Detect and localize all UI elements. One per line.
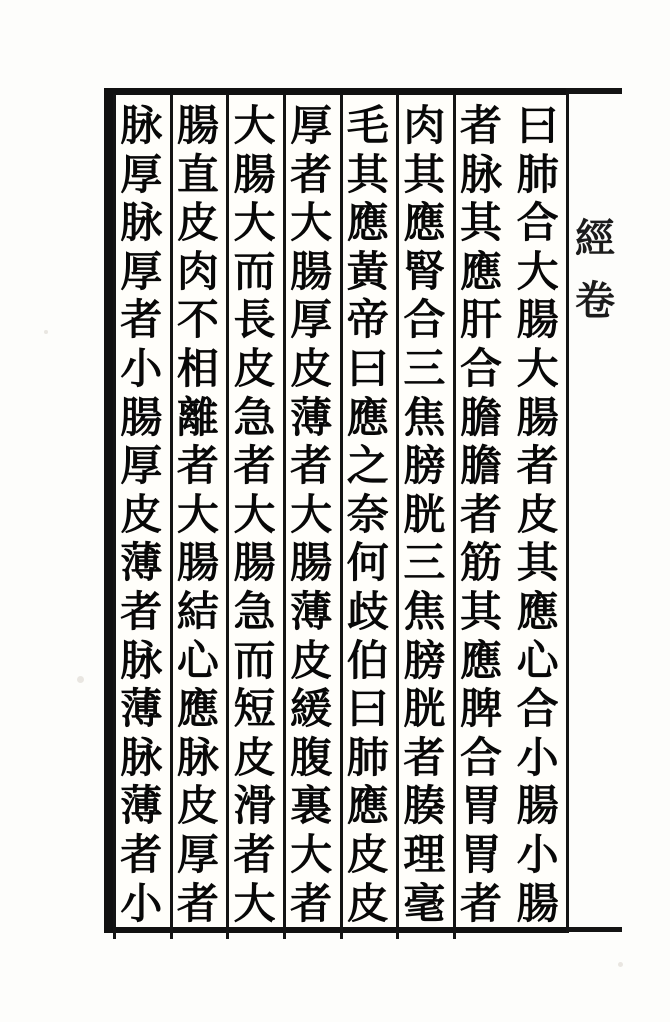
glyph: 應 <box>516 586 559 636</box>
glyph: 毛 <box>346 101 389 150</box>
glyph: 厚 <box>290 101 333 150</box>
text-column-4 <box>340 95 397 927</box>
text-columns <box>113 95 566 927</box>
edge-top-rule <box>566 88 622 94</box>
glyph: 伯 <box>346 635 389 685</box>
glyph: 厚 <box>120 246 163 296</box>
glyph: 緩 <box>290 684 333 733</box>
glyph: 應 <box>346 392 389 442</box>
paper-speckle <box>44 330 48 334</box>
glyph: 脉 <box>176 732 219 782</box>
glyph: 而 <box>233 635 276 685</box>
glyph: 腸 <box>516 295 559 344</box>
glyph: 肝 <box>460 295 503 344</box>
glyph: 薄 <box>120 684 163 733</box>
glyph: 肺 <box>346 732 389 782</box>
glyph: 皮 <box>176 198 219 247</box>
glyph: 厚 <box>120 149 163 199</box>
glyph: 薄 <box>290 392 333 442</box>
glyph: 脉 <box>120 635 163 685</box>
glyph: 腸 <box>176 538 219 587</box>
glyph: 筋 <box>460 538 503 587</box>
glyph: 脉 <box>120 101 163 150</box>
glyph: 合 <box>460 732 503 782</box>
glyph: 其 <box>516 538 559 587</box>
glyph: 者 <box>176 878 219 928</box>
glyph: 者 <box>120 295 163 344</box>
glyph: 腸 <box>120 392 163 442</box>
glyph: 肉 <box>403 101 446 150</box>
edge-char: 卷 <box>575 277 615 324</box>
text-block-frame <box>104 88 566 933</box>
text-column-6 <box>226 95 283 927</box>
glyph: 薄 <box>290 586 333 636</box>
glyph: 大 <box>516 246 559 296</box>
glyph: 奈 <box>346 489 389 539</box>
glyph: 小 <box>516 732 559 782</box>
glyph: 胱 <box>403 489 446 539</box>
glyph: 膽 <box>460 441 503 490</box>
glyph: 者 <box>233 829 276 879</box>
glyph: 應 <box>346 198 389 247</box>
glyph: 離 <box>176 392 219 442</box>
glyph: 焦 <box>403 586 446 636</box>
glyph: 結 <box>176 586 219 636</box>
glyph: 厚 <box>290 295 333 344</box>
glyph: 肺 <box>516 149 559 199</box>
glyph: 何 <box>346 538 389 587</box>
glyph: 腸 <box>176 101 219 150</box>
glyph: 合 <box>460 343 503 393</box>
glyph: 而 <box>233 246 276 296</box>
glyph: 腸 <box>516 392 559 442</box>
glyph: 腸 <box>516 878 559 928</box>
glyph: 大 <box>233 101 276 150</box>
glyph: 薄 <box>120 538 163 587</box>
text-column-1 <box>509 95 566 927</box>
glyph: 大 <box>290 489 333 539</box>
glyph: 者 <box>403 732 446 782</box>
glyph: 急 <box>233 586 276 636</box>
glyph: 三 <box>403 538 446 587</box>
glyph: 者 <box>460 878 503 928</box>
glyph: 腸 <box>516 781 559 830</box>
glyph: 應 <box>460 246 503 296</box>
glyph: 歧 <box>346 586 389 636</box>
glyph: 者 <box>290 441 333 490</box>
glyph: 皮 <box>346 829 389 879</box>
paper-speckle <box>77 676 84 683</box>
glyph: 厚 <box>176 829 219 879</box>
glyph: 脉 <box>120 732 163 782</box>
text-column-5 <box>283 95 340 927</box>
glyph: 大 <box>290 829 333 879</box>
glyph: 脉 <box>120 198 163 247</box>
glyph: 腸 <box>290 246 333 296</box>
glyph: 毫 <box>403 878 446 928</box>
glyph: 長 <box>233 295 276 344</box>
glyph: 心 <box>176 635 219 685</box>
glyph: 腠 <box>403 781 446 830</box>
glyph: 腹 <box>290 732 333 782</box>
glyph: 大 <box>233 198 276 247</box>
glyph: 腎 <box>403 246 446 296</box>
glyph: 其 <box>346 149 389 199</box>
glyph: 者 <box>516 441 559 490</box>
glyph: 薄 <box>120 781 163 830</box>
glyph: 腸 <box>233 538 276 587</box>
edge-char: 經 <box>575 215 615 262</box>
glyph: 焦 <box>403 392 446 442</box>
glyph: 皮 <box>176 781 219 830</box>
glyph: 其 <box>460 586 503 636</box>
glyph: 滑 <box>233 781 276 830</box>
glyph: 之 <box>346 441 389 490</box>
glyph: 皮 <box>233 732 276 782</box>
glyph: 脾 <box>460 684 503 733</box>
paper-speckle <box>618 962 623 967</box>
glyph: 合 <box>516 198 559 247</box>
glyph: 黃 <box>346 246 389 296</box>
glyph: 皮 <box>290 343 333 393</box>
glyph: 小 <box>120 878 163 928</box>
text-column-3 <box>396 95 453 927</box>
glyph: 三 <box>403 343 446 393</box>
glyph: 心 <box>516 635 559 685</box>
glyph: 者 <box>233 441 276 490</box>
page-edge-column <box>566 88 622 933</box>
text-column-2 <box>453 95 510 927</box>
glyph: 曰 <box>346 684 389 733</box>
glyph: 皮 <box>346 878 389 928</box>
glyph: 者 <box>120 586 163 636</box>
glyph: 者 <box>290 878 333 928</box>
glyph: 腸 <box>233 149 276 199</box>
glyph: 皮 <box>516 489 559 539</box>
glyph: 者 <box>120 829 163 879</box>
glyph: 應 <box>460 635 503 685</box>
glyph: 急 <box>233 392 276 442</box>
glyph: 小 <box>516 829 559 879</box>
glyph: 應 <box>176 684 219 733</box>
glyph: 者 <box>460 489 503 539</box>
glyph: 厚 <box>120 441 163 490</box>
glyph: 者 <box>176 441 219 490</box>
glyph: 短 <box>233 684 276 733</box>
glyph: 其 <box>403 149 446 199</box>
glyph: 帝 <box>346 295 389 344</box>
edge-column-text <box>569 208 621 332</box>
glyph: 曰 <box>516 101 559 150</box>
glyph: 大 <box>176 489 219 539</box>
glyph: 應 <box>403 198 446 247</box>
glyph: 應 <box>346 781 389 830</box>
glyph: 膀 <box>403 441 446 490</box>
glyph: 胃 <box>460 781 503 830</box>
glyph: 膀 <box>403 635 446 685</box>
edge-bottom-rule <box>566 927 622 932</box>
glyph: 肉 <box>176 246 219 296</box>
glyph: 膽 <box>460 392 503 442</box>
text-column-8 <box>113 95 170 927</box>
glyph: 脉 <box>460 149 503 199</box>
glyph: 腸 <box>290 538 333 587</box>
glyph: 裏 <box>290 781 333 830</box>
glyph: 直 <box>176 149 219 199</box>
glyph: 合 <box>516 684 559 733</box>
glyph: 曰 <box>346 343 389 393</box>
glyph: 者 <box>460 101 503 150</box>
glyph: 合 <box>403 295 446 344</box>
glyph: 其 <box>460 198 503 247</box>
text-column-7 <box>170 95 227 927</box>
glyph: 者 <box>290 149 333 199</box>
glyph: 大 <box>233 489 276 539</box>
glyph: 不 <box>176 295 219 344</box>
glyph: 皮 <box>233 343 276 393</box>
glyph: 大 <box>233 878 276 928</box>
glyph: 相 <box>176 343 219 393</box>
glyph: 理 <box>403 829 446 879</box>
glyph: 胱 <box>403 684 446 733</box>
glyph: 大 <box>290 198 333 247</box>
glyph: 皮 <box>290 635 333 685</box>
glyph: 皮 <box>120 489 163 539</box>
glyph: 大 <box>516 343 559 393</box>
glyph: 胃 <box>460 829 503 879</box>
glyph: 小 <box>120 343 163 393</box>
